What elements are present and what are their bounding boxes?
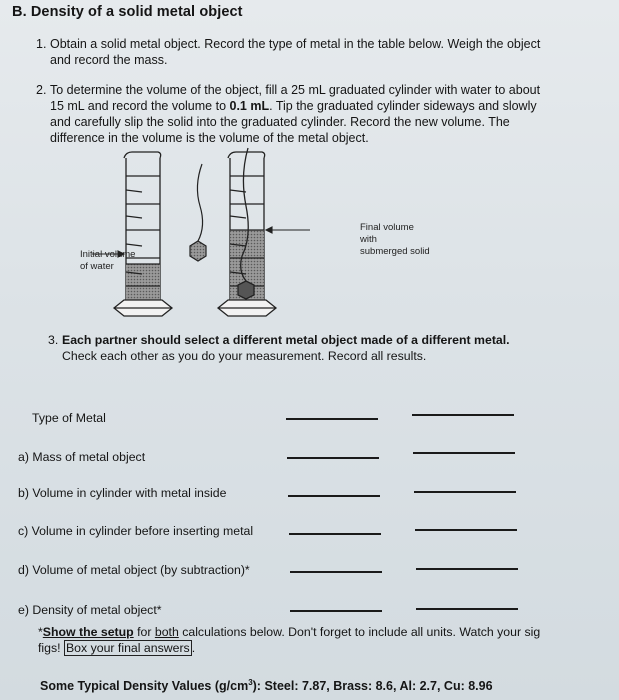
density-partner2-field[interactable] [416,608,518,610]
note-text: calculations below. Don't forget to include all units. Watch your sig figs! [38,625,541,655]
volume-before-partner2-field[interactable] [415,529,517,531]
step-number: 1. [36,37,47,51]
step-text-bold: Each partner should select a different metal object made of a different metal. [62,333,510,347]
mass-partner1-field[interactable] [287,457,379,459]
row-label-volume-metal: d) Volume of metal object (by subtraction)* [18,563,250,577]
volume-with-metal-partner1-field[interactable] [288,495,380,497]
typical-density-values [40,678,493,693]
density-superscript: 3 [248,678,253,687]
mass-partner2-field[interactable] [413,452,515,454]
step-text-bold: 0.1 mL [229,99,270,113]
label-line: of water [80,261,114,272]
step-text: . Tip the graduated cylinder sideways and slowly and carefully slip the solid into the graduated cylinder. Record the new volume. The difference in the volume is the volume of the metal object. [50,99,537,145]
density-prefix: Some Typical Density Values (g/cm [40,679,249,694]
volume-with-metal-partner2-field[interactable] [414,491,516,493]
row-label-type-of-metal: Type of Metal [32,411,106,425]
row-label-volume-with-metal: b) Volume in cylinder with metal inside [18,486,227,500]
step-text: Obtain a solid metal object. Record the type of metal in the table below. Weigh the object and record the mass. [50,37,541,67]
step-1 [36,36,550,68]
section-title: B. Density of a solid metal object [12,4,243,20]
final-volume-label [360,222,430,258]
note-boxed-text: Box your final answers [65,641,190,655]
step-text: To determine the volume of the object, fill a 25 mL graduated cylinder with water to about 15 mL and record the volume to [50,83,541,113]
note-star: * [38,625,43,639]
step-number: 3. [48,333,59,347]
density-values: ): Steel: 7.87, Brass: 8.6, Al: 2.7, Cu: 8.96 [252,679,493,694]
row-label-mass: a) Mass of metal object [18,450,146,464]
label-line: Final volume with [360,222,414,245]
step-text: Check each other as you do your measurement. Record all results. [62,349,427,363]
label-line: submerged solid [360,246,430,257]
volume-metal-partner2-field[interactable] [416,568,518,570]
row-label-volume-before: c) Volume in cylinder before inserting metal [18,524,254,538]
label-line: Initial volume [80,249,136,260]
initial-volume-label [80,249,135,273]
volume-before-partner1-field[interactable] [289,533,381,535]
note-both: both [154,625,179,639]
step-3 [48,332,562,364]
note-text: . [191,641,196,655]
density-partner1-field[interactable] [290,610,382,612]
volume-metal-partner1-field[interactable] [290,571,382,573]
step-2 [36,82,550,146]
row-label-density: e) Density of metal object* [18,603,162,617]
note-text: for [133,625,155,639]
type-of-metal-partner1-field[interactable] [286,418,378,420]
step-number: 2. [36,83,47,97]
graduated-cylinder-figure [70,146,430,322]
note-show-setup: Show the setup [42,625,134,639]
calculation-note [38,624,558,656]
type-of-metal-partner2-field[interactable] [412,414,514,416]
